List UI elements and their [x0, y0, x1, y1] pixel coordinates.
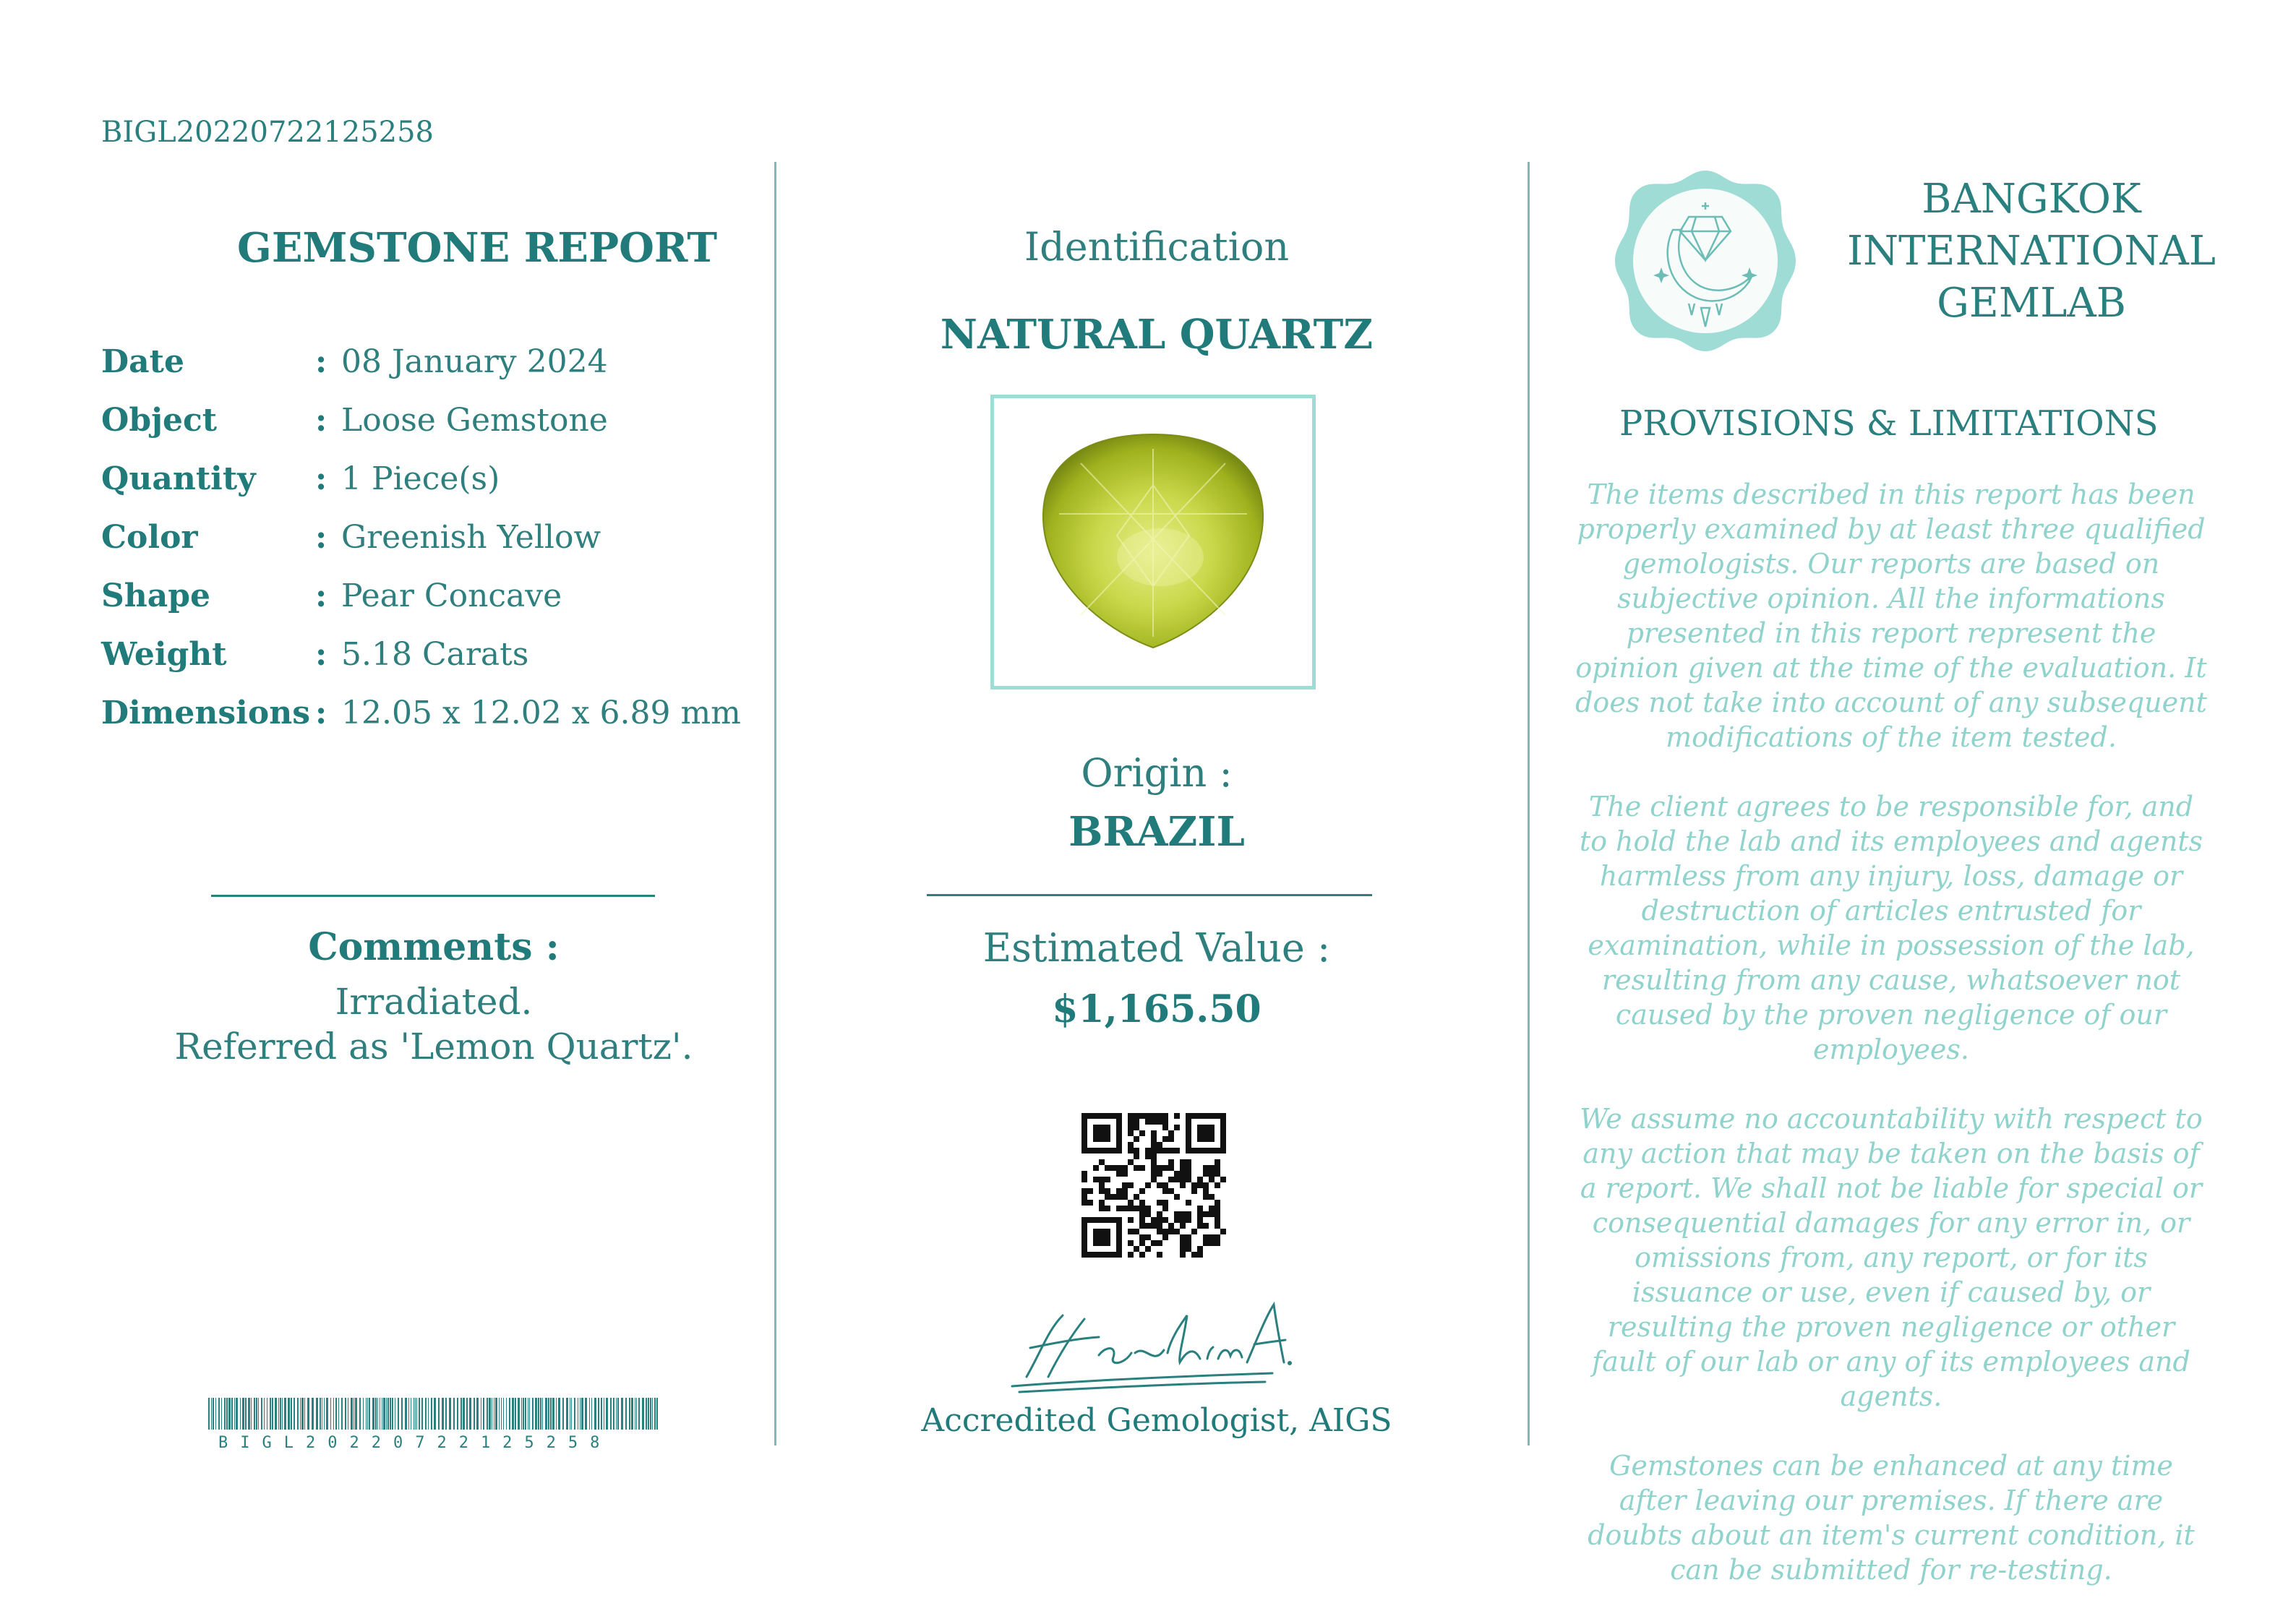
- report-title: GEMSTONE REPORT: [237, 224, 718, 272]
- signer-title: Accredited Gemologist, AIGS: [921, 1402, 1392, 1439]
- qr-code: [1081, 1113, 1226, 1260]
- lab-name-line: GEMLAB: [1937, 280, 2126, 327]
- detail-label: Quantity: [101, 460, 256, 497]
- detail-label: Dimensions: [101, 695, 311, 731]
- qr-code-icon: [1081, 1113, 1226, 1258]
- signature: [998, 1286, 1301, 1395]
- estimated-value-amount: $1,165.50: [1052, 987, 1261, 1031]
- detail-value: Greenish Yellow: [341, 519, 601, 556]
- barcode-icon: [208, 1398, 662, 1430]
- column-divider-left: [774, 162, 776, 1445]
- details-table: [101, 343, 752, 753]
- column-divider-right: [1528, 162, 1530, 1445]
- detail-label: Weight: [101, 636, 227, 673]
- detail-row-shape: [101, 577, 752, 636]
- provisions-paragraph: Gemstones can be enhanced at any time after leaving our premises. If there are doubts about an item's current condition, it can be submitted for re-testing.: [1588, 1450, 2195, 1586]
- origin-value: BRAZIL: [1068, 808, 1245, 856]
- detail-row-object: [101, 402, 752, 460]
- detail-value: 5.18 Carats: [341, 636, 529, 673]
- detail-row-date: [101, 343, 752, 402]
- detail-label: Color: [101, 519, 198, 556]
- barcode-number: BIGL20220722125258: [218, 1434, 612, 1452]
- provisions-text: [1573, 477, 2209, 1622]
- detail-colon: :: [315, 636, 327, 673]
- detail-label: Date: [101, 343, 184, 380]
- detail-row-dimensions: [101, 695, 752, 753]
- comments-title: Comments :: [308, 925, 560, 969]
- detail-colon: :: [315, 343, 327, 380]
- provisions-paragraph: We assume no accountability with respect to any action that may be taken on the basis of a report. We shall not be liable for special or consequential damages for any error in, or omissions from, any report, or for its issuance or use, even if caused by, or resulting the proven negligence or other fault of our lab or any of its employees and agents.: [1580, 1103, 2203, 1412]
- gem-photo-frame: [990, 395, 1316, 689]
- lab-logo: [1611, 166, 1800, 356]
- lab-name: [1843, 173, 2219, 330]
- detail-colon: :: [315, 402, 327, 439]
- detail-row-color: [101, 519, 752, 577]
- signature-image: [998, 1286, 1301, 1395]
- provisions-paragraph: The client agrees to be responsible for, and to hold the lab and its employees and agents harmless from any injury, loss, damage or destruction of articles entrusted for examination, while in possession of the lab, resulting from any cause, whatsoever not caused by the proven negligence of our employees.: [1579, 791, 2203, 1065]
- barcode: [208, 1398, 664, 1452]
- detail-row-quantity: [101, 460, 752, 519]
- identification-value: NATURAL QUARTZ: [940, 311, 1374, 358]
- detail-value: Pear Concave: [341, 577, 562, 614]
- detail-row-weight: [101, 636, 752, 695]
- lab-name-line: INTERNATIONAL: [1847, 228, 2216, 275]
- detail-value: 12.05 x 12.02 x 6.89 mm: [341, 695, 741, 731]
- pear-gemstone-image: [994, 398, 1312, 686]
- detail-value: Loose Gemstone: [341, 402, 608, 439]
- estimated-value-label: Estimated Value :: [982, 925, 1331, 971]
- detail-colon: :: [315, 577, 327, 614]
- detail-label: Object: [101, 402, 218, 439]
- detail-value: 08 January 2024: [341, 343, 608, 380]
- provisions-paragraph: The items described in this report has been properly examined by at least three qualified gemologists. Our reports are based on subjective opinion. All the informations presented in this report represent the opinion given at the time of the evaluation. It does not take into account of any subsequent modifications of the item tested.: [1575, 478, 2207, 753]
- detail-value: 1 Piece(s): [341, 460, 500, 497]
- comments-divider: [211, 895, 655, 897]
- report-id: BIGL20220722125258: [101, 116, 434, 149]
- comments-line: Irradiated.: [335, 981, 533, 1023]
- detail-colon: :: [315, 519, 327, 556]
- diamond-crescent-seal-icon: [1611, 166, 1800, 356]
- origin-label: Origin :: [1081, 750, 1233, 796]
- detail-label: Shape: [101, 577, 211, 614]
- lab-name-line: BANGKOK: [1922, 176, 2141, 223]
- value-divider: [927, 894, 1372, 896]
- comments-block: [137, 925, 730, 1069]
- identification-label: Identification: [1024, 224, 1290, 270]
- detail-colon: :: [315, 695, 327, 731]
- comments-line: Referred as 'Lemon Quartz'.: [174, 1026, 693, 1067]
- provisions-title: PROVISIONS & LIMITATIONS: [1619, 403, 2159, 444]
- detail-colon: :: [315, 460, 327, 497]
